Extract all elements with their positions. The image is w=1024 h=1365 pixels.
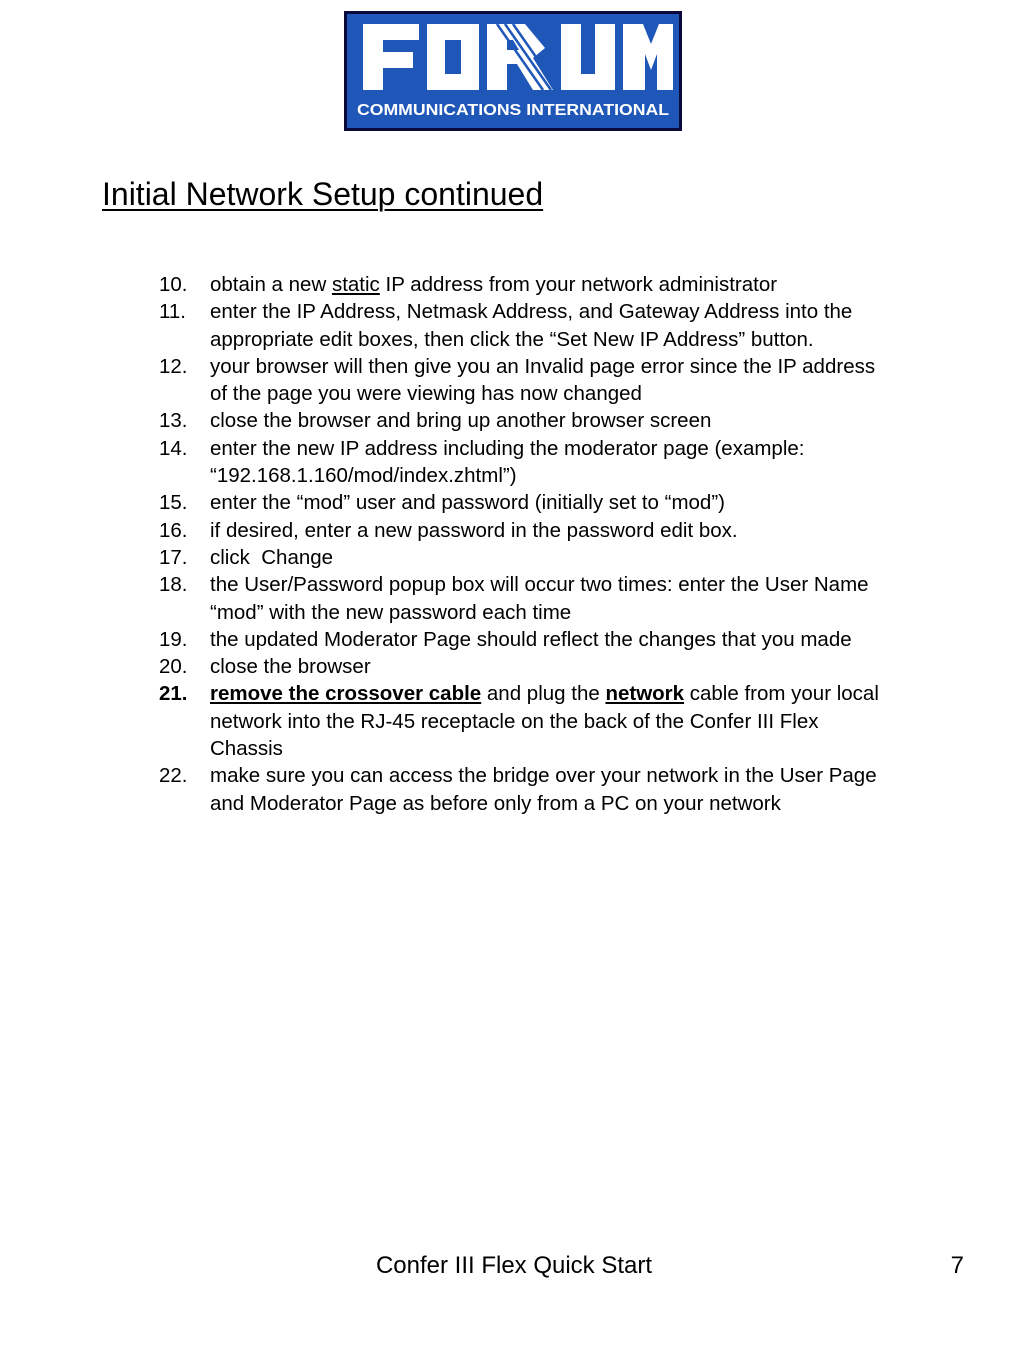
step-text: enter the new IP address including the moderator page (example: “192.168.1.160/mod/index.zhtml”)	[210, 436, 805, 488]
list-item	[150, 271, 880, 298]
step-text-bold-underlined: remove the crossover cable	[210, 682, 482, 706]
step-number: 13.	[159, 409, 188, 433]
list-item	[150, 489, 880, 516]
step-number: 19.	[159, 627, 188, 651]
step-number: 17.	[159, 545, 188, 569]
step-text: click Change	[210, 545, 334, 569]
step-text: make sure you can access the bridge over your network in the User Page and Moderator Page as before only from a PC on your network	[210, 764, 877, 815]
list-item	[150, 353, 880, 408]
list-item	[150, 517, 880, 544]
step-text	[210, 271, 880, 298]
step-text: the User/Password popup box will occur two times: enter the User Name “mod” with the new password each time	[210, 573, 869, 624]
step-number: 16.	[159, 518, 188, 542]
step-number: 14.	[159, 436, 188, 460]
step-text: close the browser	[210, 655, 371, 679]
list-item	[150, 762, 880, 817]
step-number: 11.	[159, 300, 186, 324]
steps-list	[150, 271, 880, 817]
step-number: 22.	[159, 764, 188, 788]
step-number: 18.	[159, 573, 188, 597]
list-item	[150, 626, 880, 653]
step-number: 20.	[159, 655, 188, 679]
forum-logo-graphic	[347, 14, 679, 128]
list-item	[150, 435, 880, 490]
list-item	[150, 544, 880, 571]
list-item	[150, 571, 880, 626]
list-item	[150, 680, 880, 762]
step-text: your browser will then give you an Invalid page error since the IP address of the page you were viewing has now changed	[210, 354, 876, 406]
forum-logo	[344, 11, 682, 131]
step-text-part: and plug the	[481, 682, 606, 706]
page-title: Initial Network Setup continued	[102, 176, 544, 212]
step-text-part: IP address from your network administrator	[379, 273, 778, 296]
step-text: enter the “mod” user and password (initially set to “mod”)	[210, 491, 725, 515]
logo-tagline: COMMUNICATIONS INTERNATIONAL	[357, 102, 669, 119]
list-item	[150, 298, 880, 353]
page-number: 7	[950, 1252, 964, 1279]
step-number: 15.	[159, 491, 188, 515]
step-text-underlined: static	[331, 273, 380, 296]
step-text: the updated Moderator Page should reflect the changes that you made	[210, 627, 852, 651]
step-number: 12.	[159, 354, 188, 378]
footer-title: Confer III Flex Quick Start	[375, 1252, 653, 1279]
step-text: if desired, enter a new password in the password edit box.	[210, 518, 738, 542]
step-text-bold-underlined: network	[605, 682, 685, 706]
step-text-part: obtain a new	[210, 273, 332, 296]
list-item	[150, 407, 880, 434]
list-item	[150, 653, 880, 680]
step-number: 10.	[159, 273, 188, 296]
step-text: close the browser and bring up another browser screen	[210, 409, 712, 433]
step-number: 21.	[159, 682, 188, 706]
step-text	[210, 680, 880, 762]
step-text-part: cable from your local network into the RJ-45 receptacle on the back of the Confer III Flex Chassis	[210, 682, 879, 761]
step-text: enter the IP Address, Netmask Address, and Gateway Address into the appropriate edit boxes, then click the “Set New IP Address” button.	[210, 300, 853, 351]
